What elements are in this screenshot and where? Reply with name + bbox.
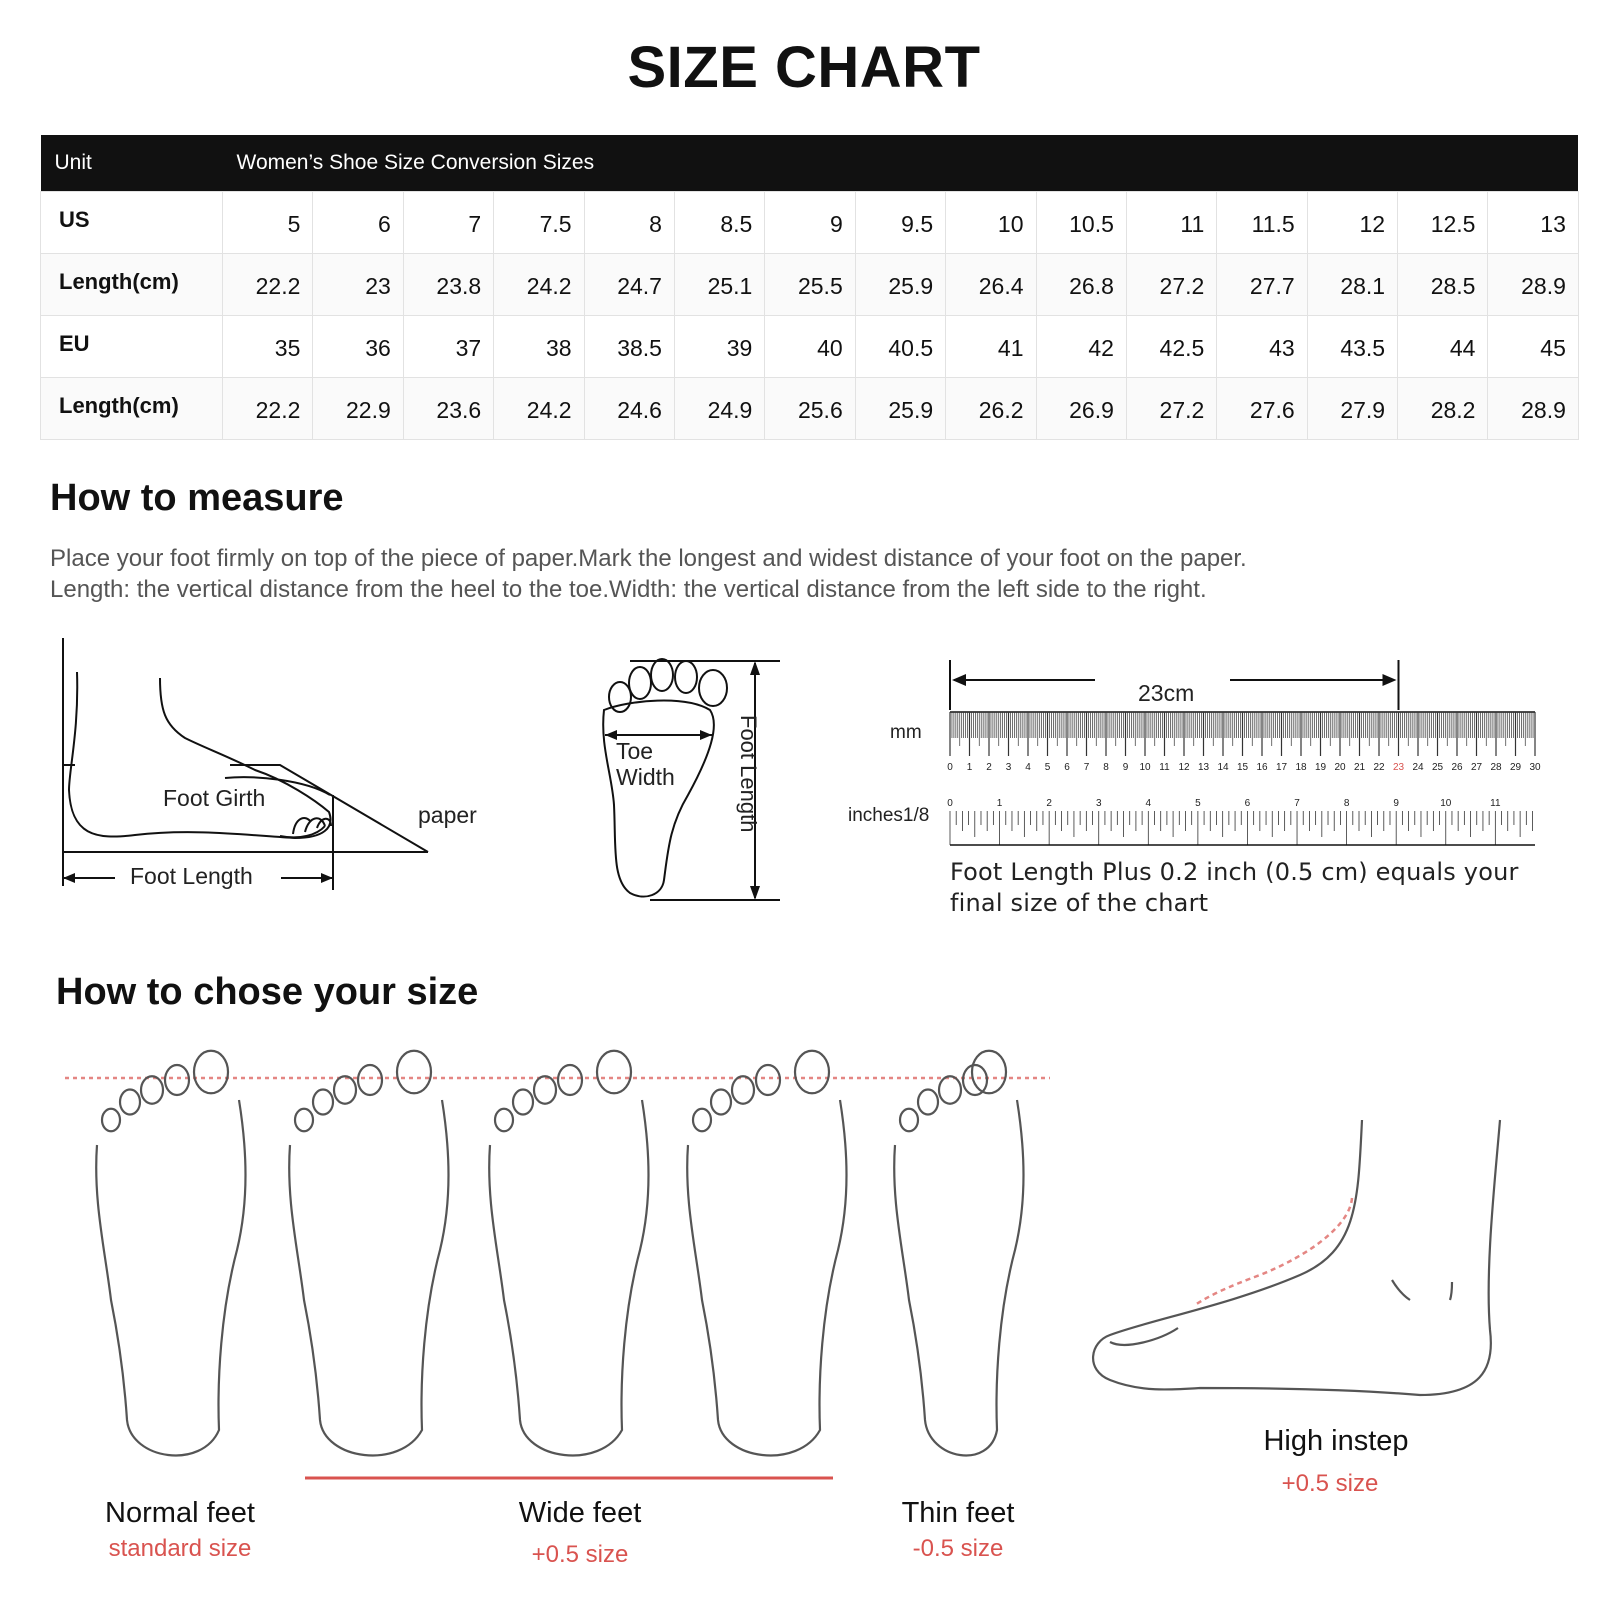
type-wide-size: +0.5 size [531, 1541, 629, 1568]
inch-tick-label: 2 [1046, 798, 1052, 809]
toe-big [699, 670, 727, 706]
table-cell: 27.7 [1217, 254, 1307, 316]
cm-tick-label: 8 [1103, 762, 1109, 773]
toe [756, 1065, 780, 1095]
type-wide-label: Wide feet [518, 1497, 642, 1529]
cm-tick-label: 10 [1139, 762, 1151, 773]
measurement-ruler [945, 660, 1545, 850]
toe [534, 1076, 556, 1104]
table-cell: 22.9 [313, 378, 403, 440]
cm-tick-label: 21 [1353, 762, 1366, 773]
side-foot-outline [69, 672, 331, 838]
thin-foot-icon [894, 1051, 1023, 1456]
toe [495, 1109, 513, 1132]
table-cell: 28.5 [1398, 254, 1488, 316]
toe [397, 1051, 431, 1094]
toe-width-label-line2: Width [616, 764, 675, 790]
table-cell: 27.9 [1307, 378, 1397, 440]
table-cell: 43 [1217, 316, 1307, 378]
toe [194, 1051, 228, 1094]
cm-tick-label: 27 [1470, 762, 1483, 773]
inch-tick-label: 11 [1490, 798, 1501, 809]
table-cell: 9.5 [855, 192, 945, 254]
top-foot-outline [603, 701, 714, 897]
cm-tick-label: 13 [1197, 762, 1210, 773]
arrow-left-icon [952, 674, 966, 686]
inch-tick-label: 1 [996, 798, 1003, 809]
toe [963, 1065, 987, 1095]
table-cell: 25.9 [855, 254, 945, 316]
arrow-right-icon [321, 873, 333, 883]
inch-tick-label: 5 [1195, 798, 1201, 809]
table-cell: 11 [1126, 192, 1216, 254]
toe [693, 1109, 711, 1132]
table-cell: 26.8 [1036, 254, 1126, 316]
toe [120, 1090, 140, 1115]
cm-tick-label: 3 [1005, 762, 1012, 773]
inch-tick-label: 8 [1343, 798, 1350, 809]
arrow-right-icon [1383, 674, 1397, 686]
toe [918, 1090, 938, 1115]
cm-tick-label: 6 [1064, 762, 1070, 773]
cm-tick-label: 17 [1275, 762, 1288, 773]
cm-tick-label: 11 [1159, 762, 1170, 773]
table-cell: 41 [946, 316, 1036, 378]
table-cell: 24.2 [494, 254, 584, 316]
inch-tick-label: 6 [1244, 798, 1251, 809]
toe-curves [280, 818, 331, 837]
size-note: Foot Length Plus 0.2 inch (0.5 cm) equals your final size of the chart [950, 858, 1519, 917]
row-label: EU [41, 316, 223, 378]
table-row [41, 254, 1579, 316]
table-cell: 27.2 [1126, 254, 1216, 316]
page-title: SIZE CHART [627, 35, 981, 100]
table-cell: 12.5 [1398, 192, 1488, 254]
table-row [41, 192, 1579, 254]
table-cell: 7.5 [494, 192, 584, 254]
toe [558, 1065, 582, 1095]
paper-label: paper [418, 802, 477, 828]
toe [939, 1076, 961, 1104]
header-title: Women’s Shoe Size Conversion Sizes [223, 135, 1579, 192]
table-cell: 26.9 [1036, 378, 1126, 440]
ruler-mm-label: mm [890, 722, 922, 743]
table-cell: 42.5 [1126, 316, 1216, 378]
toe [358, 1065, 382, 1095]
cm-tick-label: 15 [1236, 762, 1249, 773]
table-cell: 25.9 [855, 378, 945, 440]
arrow-left-icon [63, 873, 75, 883]
cm-tick-label: 4 [1025, 762, 1031, 773]
table-cell: 45 [1488, 316, 1578, 378]
table-cell: 22.2 [223, 254, 313, 316]
table-cell: 23 [313, 254, 403, 316]
cm-tick-label: 18 [1295, 762, 1307, 773]
instep-guide-line [1195, 1198, 1352, 1305]
table-cell: 13 [1488, 192, 1578, 254]
table-cell: 23.6 [403, 378, 493, 440]
table-cell: 10 [946, 192, 1036, 254]
table-cell: 24.6 [584, 378, 674, 440]
table-cell: 7 [403, 192, 493, 254]
type-high-instep-label: High instep [1263, 1425, 1409, 1457]
foot-length-label: Foot Length [130, 863, 253, 889]
type-high-instep-size: +0.5 size [1281, 1470, 1379, 1497]
table-cell: 43.5 [1307, 316, 1397, 378]
inch-tick-label: 3 [1095, 798, 1102, 809]
inch-tick-label: 0 [947, 798, 953, 809]
ruler-inches-label: inches1/8 [848, 805, 930, 826]
table-header-row [41, 135, 1579, 192]
table-cell: 25.1 [674, 254, 764, 316]
wide-foot-2-icon [489, 1051, 648, 1456]
cm-tick-label: 23 [1392, 762, 1405, 773]
toe [711, 1090, 731, 1115]
toe [513, 1090, 533, 1115]
cm-tick-label: 14 [1217, 762, 1229, 773]
inch-tick-label: 4 [1145, 798, 1152, 809]
measure-instructions [50, 543, 1470, 605]
cm-tick-label: 29 [1509, 762, 1522, 773]
inch-tick-label: 10 [1440, 798, 1452, 809]
cm-tick-label: 16 [1256, 762, 1268, 773]
table-cell: 5 [223, 192, 313, 254]
table-cell: 24.2 [494, 378, 584, 440]
table-cell: 24.9 [674, 378, 764, 440]
normal-foot-icon [96, 1051, 245, 1456]
table-cell: 28.1 [1307, 254, 1397, 316]
toe [900, 1109, 918, 1132]
cm-tick-label: 7 [1083, 762, 1090, 773]
toe [795, 1051, 829, 1094]
type-normal-label: Normal feet [105, 1497, 255, 1529]
table-cell: 8 [584, 192, 674, 254]
cm-tick-label: 20 [1334, 762, 1346, 773]
arrow-down-icon [750, 886, 760, 900]
table-cell: 42 [1036, 316, 1126, 378]
table-cell: 38 [494, 316, 584, 378]
type-normal-size: standard size [108, 1535, 252, 1562]
type-thin-size: -0.5 size [912, 1535, 1004, 1562]
toe [102, 1109, 120, 1132]
chose-heading: How to chose your size [56, 971, 479, 1013]
table-cell: 24.7 [584, 254, 674, 316]
table-cell: 40.5 [855, 316, 945, 378]
table-cell: 28.2 [1398, 378, 1488, 440]
inch-tick-label: 7 [1294, 798, 1300, 809]
table-cell: 27.6 [1217, 378, 1307, 440]
measure-heading: How to measure [50, 477, 344, 519]
wide-foot-1-icon [289, 1051, 448, 1456]
toe [334, 1076, 356, 1104]
cm-tick-label: 24 [1412, 762, 1424, 773]
table-cell: 12 [1307, 192, 1397, 254]
toe-width-label-line1: Toe [616, 738, 654, 764]
table-cell: 28.9 [1488, 378, 1578, 440]
cm-tick-label: 12 [1178, 762, 1190, 773]
table-cell: 37 [403, 316, 493, 378]
table-cell: 38.5 [584, 316, 674, 378]
table-cell: 27.2 [1126, 378, 1216, 440]
side-foot-diagram [55, 630, 535, 910]
arrow-up-icon [750, 661, 760, 675]
toe [313, 1090, 333, 1115]
toe [597, 1051, 631, 1094]
cm-tick-label: 9 [1122, 762, 1129, 773]
table-cell: 25.6 [765, 378, 855, 440]
table-cell: 8.5 [674, 192, 764, 254]
table-cell: 35 [223, 316, 313, 378]
instruction-line-2: Length: the vertical distance from the heel to the toe.Width: the vertical distance from the left side to the right. [50, 576, 1207, 603]
toe [165, 1065, 189, 1095]
table-cell: 36 [313, 316, 403, 378]
table-cell: 22.2 [223, 378, 313, 440]
table-row [41, 378, 1579, 440]
toe [972, 1051, 1006, 1094]
table-cell: 26.4 [946, 254, 1036, 316]
cm-tick-label: 30 [1529, 762, 1541, 773]
table-cell: 23.8 [403, 254, 493, 316]
cm-tick-label: 0 [947, 762, 953, 773]
cm-tick-label: 28 [1490, 762, 1502, 773]
table-cell: 9 [765, 192, 855, 254]
cm-tick-label: 26 [1451, 762, 1463, 773]
cm-tick-label: 1 [966, 762, 973, 773]
table-row [41, 316, 1579, 378]
inch-tick-label: 9 [1393, 798, 1399, 809]
toe [295, 1109, 313, 1132]
cm-tick-label: 22 [1373, 762, 1385, 773]
size-conversion-table [40, 135, 1579, 440]
table-cell: 6 [313, 192, 403, 254]
table-cell: 39 [674, 316, 764, 378]
toe [141, 1076, 163, 1104]
table-cell: 44 [1398, 316, 1488, 378]
toe [732, 1076, 754, 1104]
table-cell: 10.5 [1036, 192, 1126, 254]
cm-tick-label: 5 [1044, 762, 1051, 773]
cm-tick-label: 2 [986, 762, 992, 773]
cm-tick-label: 25 [1431, 762, 1444, 773]
foot-girth-label: Foot Girth [163, 785, 266, 811]
row-label: US [41, 192, 223, 254]
row-label: Length(cm) [41, 378, 223, 440]
table-cell: 26.2 [946, 378, 1036, 440]
row-label: Length(cm) [41, 254, 223, 316]
cm-tick-label: 19 [1314, 762, 1327, 773]
table-cell: 25.5 [765, 254, 855, 316]
ruler-cm-label: 23cm [1138, 680, 1195, 706]
header-unit: Unit [41, 135, 223, 192]
wide-foot-3-icon [687, 1051, 846, 1456]
vertical-foot-length-label: Foot Length [736, 715, 761, 833]
table-cell: 40 [765, 316, 855, 378]
instruction-line-1: Place your foot firmly on top of the piece of paper.Mark the longest and widest distance of your foot on the paper. [50, 545, 1247, 572]
table-cell: 11.5 [1217, 192, 1307, 254]
type-thin-label: Thin feet [901, 1497, 1015, 1529]
table-cell: 28.9 [1488, 254, 1578, 316]
